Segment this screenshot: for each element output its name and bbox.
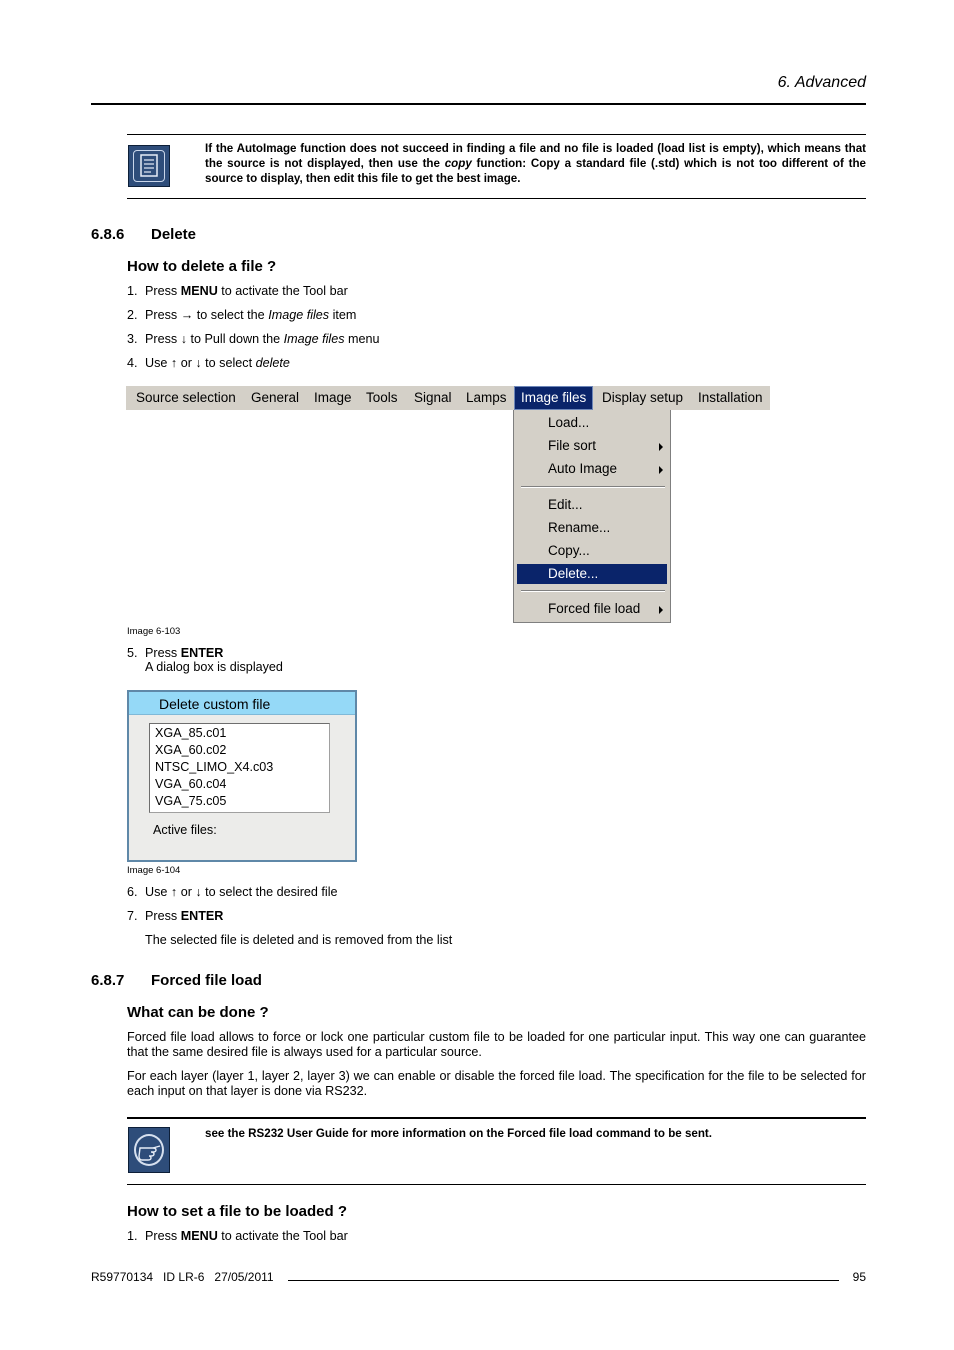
toolbar-item-installation[interactable]: Installation [698, 390, 763, 405]
toolbar-item-image[interactable]: Image [314, 390, 352, 405]
footer-doc-id: R59770134 ID LR-6 27/05/2011 [91, 1270, 274, 1284]
subheading-how-to-set-file: How to set a file to be loaded ? [127, 1203, 348, 1220]
page-number: 95 [852, 1270, 866, 1284]
toolbar-item-image-files[interactable]: Image files [514, 386, 593, 410]
header-rule [91, 103, 866, 105]
step-6: 6. Use ↑ or ↓ to select the desired file [127, 885, 338, 899]
paragraph: For each layer (layer 1, layer 2, layer 3) we can enable or disable the forced file load. The specification for the file to be selected for each input on that layer is done via RS232. [127, 1069, 866, 1098]
dialog-title: Delete custom file [159, 696, 271, 712]
toolbar-item-display-setup[interactable]: Display setup [602, 390, 684, 405]
step-5: 5. Press ENTER [127, 646, 224, 660]
tip-text: see the RS232 User Guide for more information on the Forced file load command to be sent. [205, 1127, 713, 1140]
step-3: 3. Press ↓ to Pull down the Image files menu [127, 332, 380, 346]
step-1: 1. Press MENU to activate the Tool bar [127, 284, 348, 298]
menu-item-copy[interactable]: Copy... [548, 543, 590, 558]
menu-item-edit[interactable]: Edit... [548, 497, 583, 512]
file-list[interactable] [149, 723, 330, 813]
menu-item-rename[interactable]: Rename... [548, 520, 611, 535]
list-item[interactable]: VGA_60.c04 [155, 777, 227, 791]
footer-rule [288, 1280, 839, 1281]
menu-item-file-sort[interactable]: File sort [548, 438, 597, 453]
tool-bar [126, 386, 770, 410]
toolbar-item-general[interactable]: General [251, 390, 300, 405]
image-files-menu [513, 410, 671, 623]
note-bottom-rule [127, 198, 866, 199]
menu-item-delete[interactable]: Delete... [548, 566, 599, 581]
menu-separator [521, 590, 665, 592]
delete-custom-file-dialog [127, 690, 357, 862]
step-5-result: A dialog box is displayed [145, 660, 283, 674]
step-7-result: The selected file is deleted and is removed from the list [145, 933, 453, 947]
list-item[interactable]: NTSC_LIMO_X4.c03 [155, 760, 274, 774]
submenu-arrow-icon [659, 606, 663, 614]
subheading-what-can-be-done: What can be done ? [127, 1004, 269, 1021]
note-text: If the AutoImage function does not succeed in finding a file and no file is loaded (load list is empty), which means that the source is not displayed, then use the copy function: Copy a standard file (.std) which is not too different of the source to display, then edit this file to get the best image. [205, 142, 866, 185]
image-caption: Image 6-103 [127, 626, 181, 637]
list-item[interactable]: XGA_85.c01 [155, 726, 227, 740]
pointing-hand-icon [128, 1127, 170, 1173]
step-4: 4. Use ↑ or ↓ to select delete [127, 356, 290, 370]
note-icon [128, 145, 170, 187]
paragraph: Forced file load allows to force or lock one particular custom file to be loaded for one particular input. This way one can guarantee that the same desired file is always used for a particular source. [127, 1030, 866, 1059]
step-2: 2. Press → to select the Image files item [127, 308, 357, 322]
submenu-arrow-icon [659, 466, 663, 474]
submenu-arrow-icon [659, 443, 663, 451]
toolbar-item-tools[interactable]: Tools [366, 390, 398, 405]
note-box [127, 134, 866, 199]
step-1: 1. Press MENU to activate the Tool bar [127, 1229, 348, 1243]
menu-item-auto-image[interactable]: Auto Image [548, 461, 618, 476]
toolbar-item-source-selection[interactable]: Source selection [136, 390, 236, 405]
toolbar-item-lamps[interactable]: Lamps [466, 390, 507, 405]
image-caption: Image 6-104 [127, 865, 181, 876]
section-heading-delete: 6.8.6 Delete [91, 226, 197, 243]
menu-separator [521, 486, 665, 488]
tip-top-rule [127, 1117, 866, 1119]
list-item[interactable]: VGA_75.c05 [155, 794, 227, 808]
section-heading-forced-file-load: 6.8.7 Forced file load [91, 972, 262, 989]
menu-item-load[interactable]: Load... [548, 415, 590, 430]
tip-bottom-rule [127, 1184, 866, 1185]
list-item[interactable]: XGA_60.c02 [155, 743, 227, 757]
dialog-title-bar [129, 692, 355, 715]
note-top-rule [127, 134, 866, 135]
active-files-label: Active files: [153, 823, 217, 837]
chapter-header: 6. Advanced [777, 74, 866, 91]
tip-box [127, 1117, 866, 1185]
toolbar-item-signal[interactable]: Signal [414, 390, 452, 405]
subheading-how-to-delete: How to delete a file ? [127, 258, 277, 275]
menu-item-forced-file-load[interactable]: Forced file load [548, 601, 641, 616]
step-7: 7. Press ENTER [127, 909, 224, 923]
